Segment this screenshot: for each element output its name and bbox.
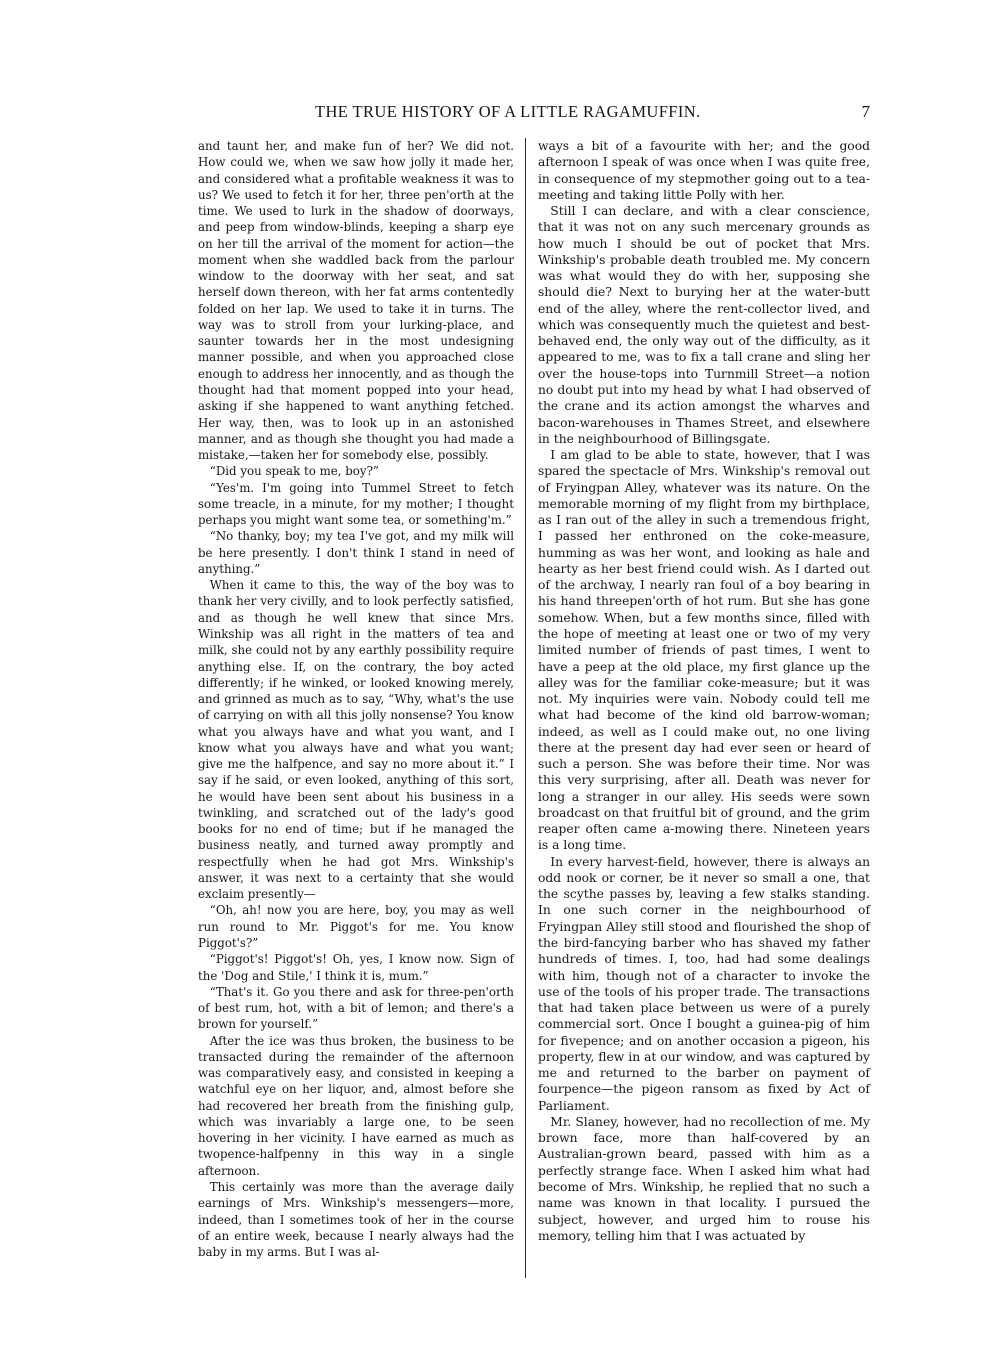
paragraph: “Oh, ah! now you are here, boy, you may as well run round to Mr. Piggot's for me. You know Piggot's?” [198,903,514,951]
paragraph: This certainly was more than the average daily earnings of Mrs. Winkship's messengers—more, indeed, than I sometimes took of her in the course of an entire week, because I nearly always had the baby in my arms. But I was al- [198,1180,514,1260]
paragraph: I am glad to be able to state, however, that I was spared the spectacle of Mrs. Winkship's removal out of Fryingpan Alley, whatever was its nature. On the memorable morning of my flight from my birthplace, as I ran out of the alley in such a tremendous fright, I passed her enthroned on the coke-measure, humming as was her wont, and looking as hale and hearty as her best friend could wish. As I darted out of the archway, I nearly ran foul of a boy bearing in his hand threepen'orth of hot rum. But she has gone somehow. When, but a few months since, filled with the hope of meeting at least one or two of my very limited number of friends of past times, I went to have a peep at the old place, my first glance up the alley was for the familiar coke-measure; but it was not. My inquiries were vain. Nobody could tell me what had become of the kind old barrow-woman; indeed, as well as I could make out, no one living there at the present day had ever seen or heard of such a person. She was before their time. Nor was this very surprising, after all. Death was never for long a stranger in our alley. His seeds were sown broadcast on that fruitful bit of ground, and the grim reaper often came a-mowing there. Nineteen years is a long time. [538,448,870,853]
paragraph: “That's it. Go you there and ask for three-pen'orth of best rum, hot, with a bit of lemon; and there's a brown for yourself.” [198,984,514,1032]
right-column [538,138,870,1244]
running-title: THE TRUE HISTORY OF A LITTLE RAGAMUFFIN. [315,102,701,121]
paragraph: “Did you speak to me, boy?” [209,464,379,479]
paragraph: ways a bit of a favourite with her; and the good afternoon I speak of was once when I was quite free, in consequence of my stepmother going out to a tea-meeting and taking little Polly with her. [538,139,870,202]
paragraph: “Yes'm. I'm going into Tummel Street to fetch some treacle, in a minute, for my mother; I thought perhaps you might want some tea, or something'm.” [198,480,514,528]
paragraph: Mr. Slaney, however, had no recollection of me. My brown face, more than half-covered by an Australian-grown beard, passed with him as a perfectly strange face. When I asked him what had become of Mrs. Winkship, he replied that no such a name was known in that locality. I pursued the subject, however, and urged him to rouse his memory, telling him that I was actuated by [538,1114,870,1243]
column-divider [525,138,526,1278]
left-column [198,138,514,1260]
paragraph: Still I can declare, and with a clear conscience, that it was not on any such mercenary grounds as how much I should be out of pocket that Mrs. Winkship's probable death troubled me. My concern was what would they do with her, supposing she should die? Next to burying her at the water-butt end of the alley, where the rent-collector lived, and which was consequently much the quietest and best-behaved end, the only way out of the difficulty, as it appeared to me, was to fix a tall crane and sling her over the house-tops into Turnmill Street—a notion no doubt put into my head by what I had observed of the crane and its action amongst the wharves and bacon-warehouses in Thames Street, and elsewhere in the neighbourhood of Billingsgate. [538,204,870,446]
paragraph: In every harvest-field, however, there is always an odd nook or corner, be it never so small a one, that the scythe passes by, leaving a few stalks standing. In one such corner in the neighbourhood of Fryingpan Alley still stood and flourished the shop of the bird-fancying barber who has shaved my father hundreds of times. I, too, had had some dealings with him, though not of a character to invoke the use of the tools of his proper trade. The transactions that had taken place between us were of a purely commercial sort. Once I bought a guinea-pig of him for fivepence; and on another occasion a pigeon, his property, flew in at our window, and was captured by me and returned to the barber on payment of fourpence—the pigeon ransom as fixed by Act of Parliament. [538,854,870,1113]
paragraph: After the ice was thus broken, the business to be transacted during the remainder of the afternoon was comparatively easy, and consisted in keeping a watchful eye on her liquor, and, almost before she had recovered her breath from the finishing gulp, which was invariably a large one, to be seen hovering in her vicinity. I have earned as much as twopence-halfpenny in this way in a single afternoon. [198,1033,514,1178]
paragraph: and taunt her, and make fun of her? We did not. How could we, when we saw how jolly it made her, and considered what a profitable weakness it was to us? We used to fetch it for her, three pen'orth at the time. We used to lurk in the shadow of doorways, and peep from window-blinds, keeping a sharp eye on her till the arrival of the moment for action—the moment when she waddled back from the parlour window to the doorway with her seat, and sat herself down thereon, with her fat arms contentedly folded on her lap. We used to take it in turns. The way was to stroll from your lurking-place, and saunter towards her in the most undesigning manner possible, and when you approached close enough to address her innocently, and as though the thought had that moment popped into your head, asking if she happened to want anything fetched. Her way, then, was to look up in an astonished manner, and as though she thought you had made a mistake,—taken her for somebody else, possibly. [198,139,514,463]
page-number: 7 [861,102,870,121]
paragraph: “No thanky, boy; my tea I've got, and my milk will be here presently. I don't think I stand in need of anything.” [198,529,514,576]
paragraph: “Piggot's! Piggot's! Oh, yes, I know now. Sign of the 'Dog and Stile,' I think it is, mum.” [198,952,514,983]
running-head [214,102,870,126]
paragraph: When it came to this, the way of the boy was to thank her very civilly, and to look perfectly satisfied, and as though he well knew that since Mrs. Winkship was all right in the matters of tea and milk, she could not by any earthly possibility require anything else. If, on the contrary, the boy acted differently; if he winked, or looked knowing merely, and grinned as much as to say, “Why, what's the use of carrying on with all this jolly nonsense? You know what you always have and what you want, and I know what you always have and what you want; give me the halfpence, and say no more about it.” I say if he said, or even looked, anything of this sort, he would have been sent about his business in a twinkling, and scratched out of the lady's good books for no end of time; but if he managed the business neatly, and turned away promptly and respectfully when he had got Mrs. Winkship's answer, it was next to a certainty that she would exclaim presently— [198,578,514,902]
